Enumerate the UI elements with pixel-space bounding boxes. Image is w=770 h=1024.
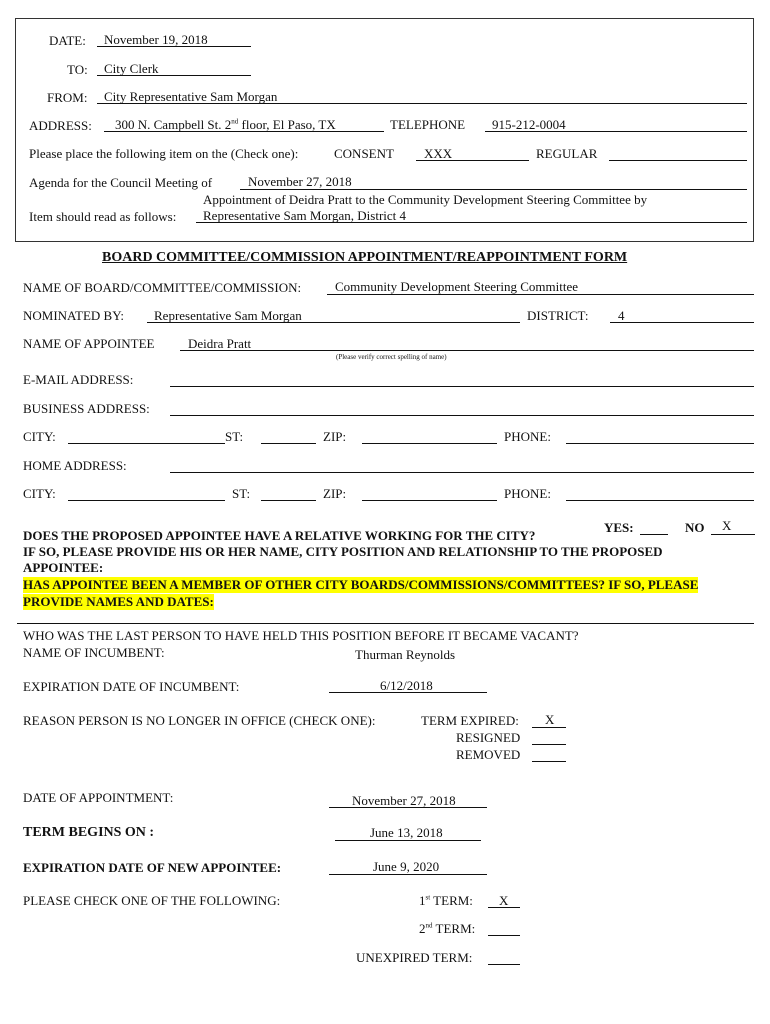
business-st-field[interactable]: [261, 443, 316, 444]
check-one-label: PLEASE CHECK ONE OF THE FOLLOWING:: [23, 893, 281, 908]
home-st-field[interactable]: [261, 500, 316, 501]
exp-incumbent-label: EXPIRATION DATE OF INCUMBENT:: [23, 679, 240, 694]
no-field[interactable]: X: [722, 518, 732, 533]
relative-followup-1: IF SO, PLEASE PROVIDE HIS OR HER NAME, CITY POSITION AND RELATIONSHIP TO THE PROPOSED: [23, 544, 663, 559]
exp-incumbent-field[interactable]: 6/12/2018: [380, 678, 433, 693]
no-line: [711, 534, 755, 535]
appointee-line: [180, 350, 754, 351]
unexpired-term-field[interactable]: [488, 964, 520, 965]
item-text-line-2[interactable]: Representative Sam Morgan, District 4: [203, 208, 407, 223]
business-zip-label: ZIP:: [323, 429, 347, 444]
business-phone-field[interactable]: [566, 443, 754, 444]
agenda-field[interactable]: November 27, 2018: [248, 174, 352, 189]
member-question-2: PROVIDE NAMES AND DATES:: [23, 594, 214, 609]
relative-followup-2: APPOINTEE:: [23, 560, 104, 575]
nominated-field[interactable]: Representative Sam Morgan: [154, 308, 302, 323]
address-part-1: 300 N. Campbell St. 2: [115, 117, 232, 132]
member-question-1: HAS APPOINTEE BEEN A MEMBER OF OTHER CITY BOARDS/COMMISSIONS/COMMITTEES? IF SO, PLEASE: [23, 577, 699, 592]
first-term-number: 1: [419, 893, 426, 908]
business-phone-label: PHONE:: [504, 429, 551, 444]
date-appointment-label: DATE OF APPOINTMENT:: [23, 790, 174, 805]
date-appointment-field[interactable]: November 27, 2018: [352, 793, 456, 808]
from-label: FROM:: [47, 90, 88, 105]
term-expired-label: TERM EXPIRED:: [421, 713, 519, 728]
appointee-field[interactable]: Deidra Pratt: [188, 336, 252, 351]
second-term-label: [419, 921, 475, 937]
consent-field[interactable]: XXX: [424, 146, 453, 161]
district-field[interactable]: 4: [618, 308, 625, 323]
address-sup: nd: [231, 117, 239, 126]
regular-field[interactable]: [609, 160, 747, 161]
business-city-label: CITY:: [23, 429, 56, 444]
removed-field[interactable]: [532, 761, 566, 762]
date-label: DATE:: [49, 33, 86, 48]
home-address-field[interactable]: [170, 472, 754, 473]
business-address-field[interactable]: [170, 415, 754, 416]
second-term-text: TERM:: [432, 921, 476, 936]
board-label: NAME OF BOARD/COMMITTEE/COMMISSION:: [23, 280, 302, 295]
business-zip-field[interactable]: [362, 443, 497, 444]
address-part-2: floor, El Paso, TX: [238, 117, 336, 132]
home-city-field[interactable]: [68, 500, 225, 501]
to-field[interactable]: City Clerk: [104, 61, 159, 76]
removed-label: REMOVED: [456, 747, 521, 762]
home-zip-label: ZIP:: [323, 486, 347, 501]
item-label: Item should read as follows:: [29, 209, 177, 224]
resigned-label: RESIGNED: [456, 730, 521, 745]
business-city-field[interactable]: [68, 443, 225, 444]
date-field[interactable]: November 19, 2018: [104, 32, 208, 47]
home-phone-label: PHONE:: [504, 486, 551, 501]
email-label: E-MAIL ADDRESS:: [23, 372, 134, 387]
incumbent-field[interactable]: Thurman Reynolds: [355, 647, 456, 662]
term-expired-field[interactable]: X: [545, 712, 555, 727]
item-text-line-1[interactable]: Appointment of Deidra Pratt to the Community Development Steering Committee by: [203, 192, 648, 207]
last-person-question: WHO WAS THE LAST PERSON TO HAVE HELD THIS POSITION BEFORE IT BECAME VACANT?: [23, 628, 579, 643]
agenda-label: Agenda for the Council Meeting of: [29, 175, 213, 190]
district-line: [610, 322, 754, 323]
address-field[interactable]: [115, 117, 336, 133]
relative-question: DOES THE PROPOSED APPOINTEE HAVE A RELATIVE WORKING FOR THE CITY?: [23, 528, 536, 543]
address-label: ADDRESS:: [29, 118, 92, 133]
resigned-field[interactable]: [532, 744, 566, 745]
to-label: TO:: [67, 62, 88, 77]
second-term-field[interactable]: [488, 935, 520, 936]
reason-label: REASON PERSON IS NO LONGER IN OFFICE (CHECK ONE):: [23, 713, 376, 728]
email-field[interactable]: [170, 386, 754, 387]
business-address-label: BUSINESS ADDRESS:: [23, 401, 150, 416]
regular-label: REGULAR: [536, 146, 598, 161]
exp-new-label: EXPIRATION DATE OF NEW APPOINTEE:: [23, 860, 282, 875]
home-phone-field[interactable]: [566, 500, 754, 501]
home-city-label: CITY:: [23, 486, 56, 501]
yes-label: YES:: [604, 520, 634, 535]
board-field[interactable]: Community Development Steering Committee: [335, 279, 578, 294]
first-term-text: TERM:: [430, 893, 473, 908]
no-label: NO: [685, 520, 705, 535]
section-divider: [17, 623, 754, 624]
home-zip-field[interactable]: [362, 500, 497, 501]
first-term-sup: st: [425, 893, 431, 902]
from-field[interactable]: City Representative Sam Morgan: [104, 89, 278, 104]
second-term-number: 2: [419, 921, 426, 936]
term-begins-label: TERM BEGINS ON :: [23, 825, 155, 840]
verify-note: (Please verify correct spelling of name): [336, 353, 447, 361]
exp-new-field[interactable]: June 9, 2020: [373, 859, 440, 874]
home-address-label: HOME ADDRESS:: [23, 458, 127, 473]
term-begins-field[interactable]: June 13, 2018: [370, 825, 443, 840]
unexpired-term-label: UNEXPIRED TERM:: [356, 950, 473, 965]
form-title: BOARD COMMITTEE/COMMISSION APPOINTMENT/REAPPOINTMENT FORM: [102, 250, 628, 265]
first-term-label: [419, 893, 473, 909]
nominated-label: NOMINATED BY:: [23, 308, 124, 323]
business-st-label: ST:: [225, 429, 244, 444]
second-term-sup: nd: [425, 921, 433, 930]
incumbent-label: NAME OF INCUMBENT:: [23, 645, 165, 660]
telephone-label: TELEPHONE: [390, 117, 466, 132]
telephone-field[interactable]: 915-212-0004: [492, 117, 566, 132]
home-st-label: ST:: [232, 486, 251, 501]
district-label: DISTRICT:: [527, 308, 589, 323]
yes-field[interactable]: [640, 534, 668, 535]
consent-label: CONSENT: [334, 146, 394, 161]
place-item-label: Please place the following item on the (Check one):: [29, 146, 299, 161]
first-term-field[interactable]: X: [499, 893, 509, 908]
appointee-label: NAME OF APPOINTEE: [23, 336, 155, 351]
